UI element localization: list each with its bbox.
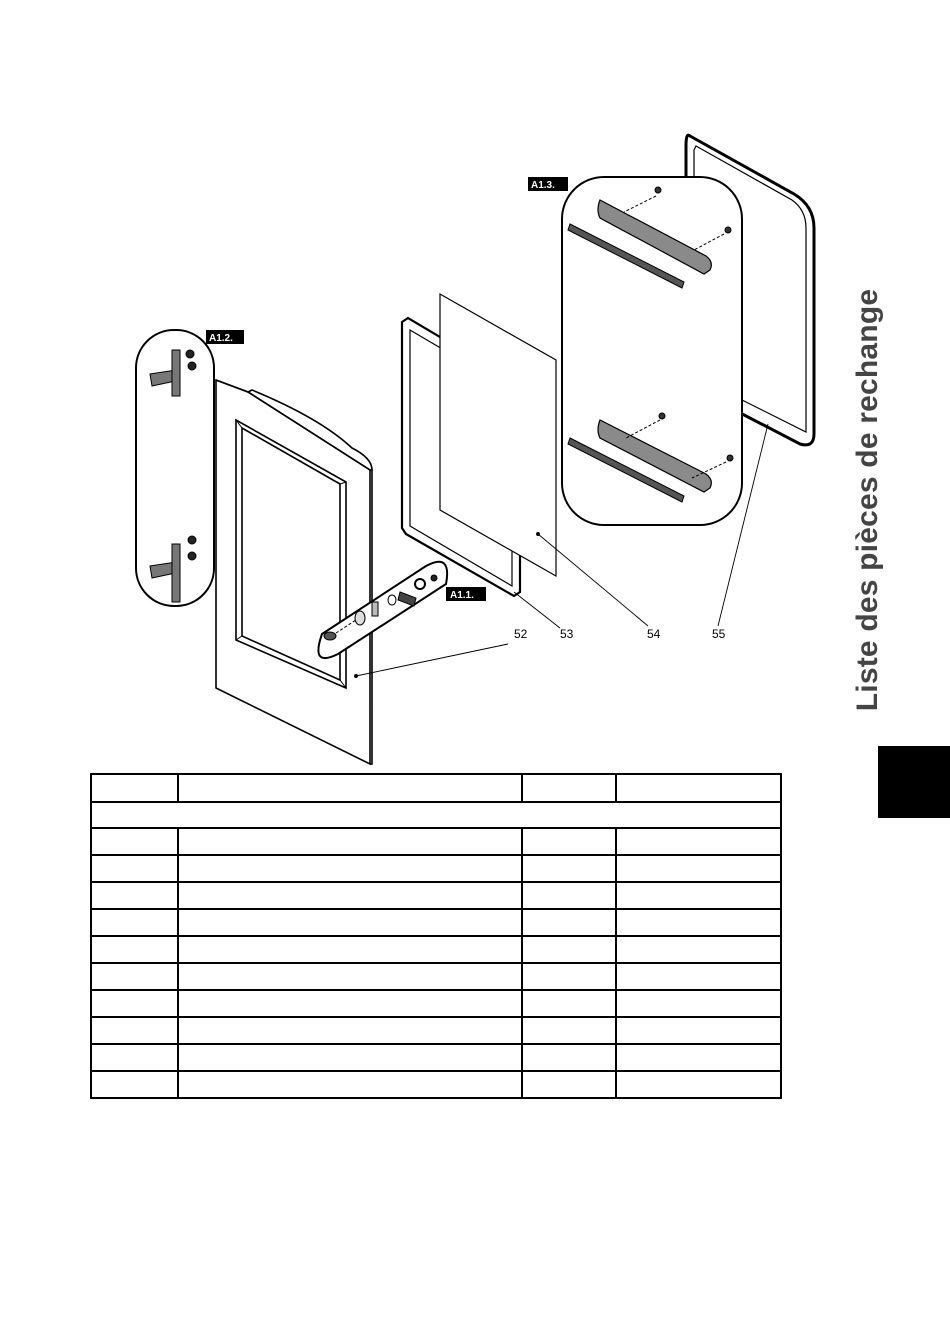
- door-frame-part: [216, 380, 372, 764]
- table-cell: [522, 828, 616, 855]
- header-cell: [522, 774, 616, 802]
- table-cell: [178, 936, 522, 963]
- table-cell: [91, 1017, 178, 1044]
- table-row: [91, 1071, 781, 1098]
- table-cell: [522, 1017, 616, 1044]
- table-cell: [616, 1017, 781, 1044]
- table-row: [91, 909, 781, 936]
- group-cell: [91, 802, 781, 828]
- table-cell: [616, 882, 781, 909]
- table-cell: [178, 909, 522, 936]
- table-cell: [91, 1044, 178, 1071]
- header-cell: [616, 774, 781, 802]
- table-cell: [522, 936, 616, 963]
- table-cell: [522, 963, 616, 990]
- tag-a12-text: A1.2.: [209, 333, 233, 344]
- table-row: [91, 855, 781, 882]
- table-cell: [616, 990, 781, 1017]
- table-row: [91, 936, 781, 963]
- table-cell: [616, 936, 781, 963]
- callout-52: 52: [514, 627, 528, 641]
- table-row: [91, 1044, 781, 1071]
- table-cell: [178, 1017, 522, 1044]
- table-group-row: [91, 802, 781, 828]
- table-cell: [91, 990, 178, 1017]
- detail-a13: [528, 177, 742, 525]
- table-cell: [178, 963, 522, 990]
- table-cell: [522, 855, 616, 882]
- table-cell: [178, 1071, 522, 1098]
- table-cell: [616, 909, 781, 936]
- table-cell: [616, 963, 781, 990]
- table-row: [91, 963, 781, 990]
- section-tab-block: [878, 746, 950, 818]
- table-cell: [522, 990, 616, 1017]
- table-cell: [616, 828, 781, 855]
- table-cell: [616, 855, 781, 882]
- table-cell: [616, 1044, 781, 1071]
- table-cell: [91, 882, 178, 909]
- table-cell: [91, 828, 178, 855]
- table-cell: [91, 963, 178, 990]
- table-row: [91, 1017, 781, 1044]
- table-cell: [178, 855, 522, 882]
- table-cell: [522, 909, 616, 936]
- table-cell: [522, 882, 616, 909]
- table-cell: [522, 1071, 616, 1098]
- header-cell: [178, 774, 522, 802]
- table-cell: [91, 855, 178, 882]
- table-cell: [522, 1044, 616, 1071]
- table-cell: [178, 828, 522, 855]
- table-cell: [178, 990, 522, 1017]
- tag-a13-text: A1.3.: [531, 180, 555, 191]
- table-header-row: [91, 774, 781, 802]
- callout-54: 54: [647, 627, 661, 641]
- table-row: [91, 882, 781, 909]
- header-cell: [91, 774, 178, 802]
- tag-a11-text: A1.1.: [450, 590, 474, 601]
- side-title: Liste des pièces de rechange: [851, 288, 884, 712]
- table-row: [91, 990, 781, 1017]
- parts-table: [90, 773, 782, 1099]
- table-row: [91, 828, 781, 855]
- callout-55: 55: [712, 627, 726, 641]
- table-cell: [178, 882, 522, 909]
- table-cell: [91, 936, 178, 963]
- table-cell: [91, 1071, 178, 1098]
- table-cell: [91, 909, 178, 936]
- callout-53: 53: [560, 627, 574, 641]
- table-cell: [616, 1071, 781, 1098]
- table-cell: [178, 1044, 522, 1071]
